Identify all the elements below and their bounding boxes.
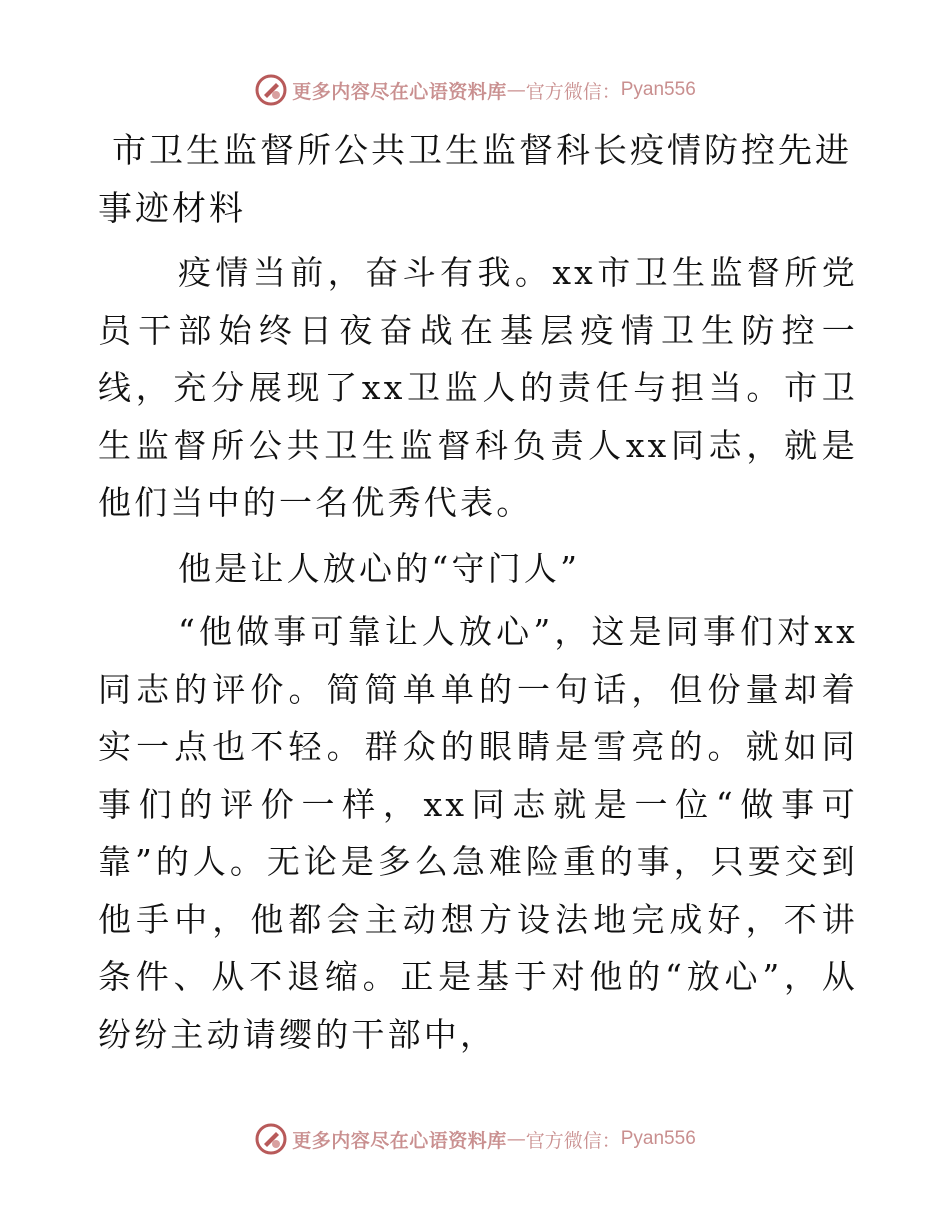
seal-logo-icon [254,1122,288,1156]
seal-logo-icon [254,73,288,107]
header-banner [0,70,950,110]
banner-label: 官方微信： [525,80,621,103]
paragraph-intro: 疫情当前，奋斗有我。xx市卫生监督所党员干部始终日夜奋战在基层疫情卫生防控一线，充分展现了xx卫监人的责任与担当。市卫生监督所公共卫生监督科负责人xx同志，就是他们当中的一名优秀代表。 [98,253,858,522]
banner-label: 官方微信： [525,1129,621,1152]
section-heading: 他是让人放心的“守门人” [178,548,581,588]
paragraph-body: “他做事可靠让人放心”，这是同事们对xx同志的评价。简简单单的一句话，但份量却着实一点也不轻。群众的眼睛是雪亮的。就如同事们的评价一样，xx同志就是一位“做事可靠”的人。无论是多么急难险重的事，只要交到他手中，他都会主动想方设法地完成好，不讲条件、从不退缩。正是基于对他的“放心”，从纷纷主动请缨的干部中， [98,612,858,1054]
banner-text: 更多内容尽在心语资料库 [292,80,507,103]
banner-id: Pyan556 [620,1128,696,1149]
banner-id: Pyan556 [620,79,696,100]
document-title: 市卫生监督所公共卫生监督科长疫情防控先进事迹材料 [98,131,852,229]
banner-text: 更多内容尽在心语资料库 [292,1129,507,1152]
footer-banner [0,1119,950,1159]
banner-separator: — [506,79,526,101]
banner-separator: — [506,1128,526,1150]
document-body [98,122,858,1069]
